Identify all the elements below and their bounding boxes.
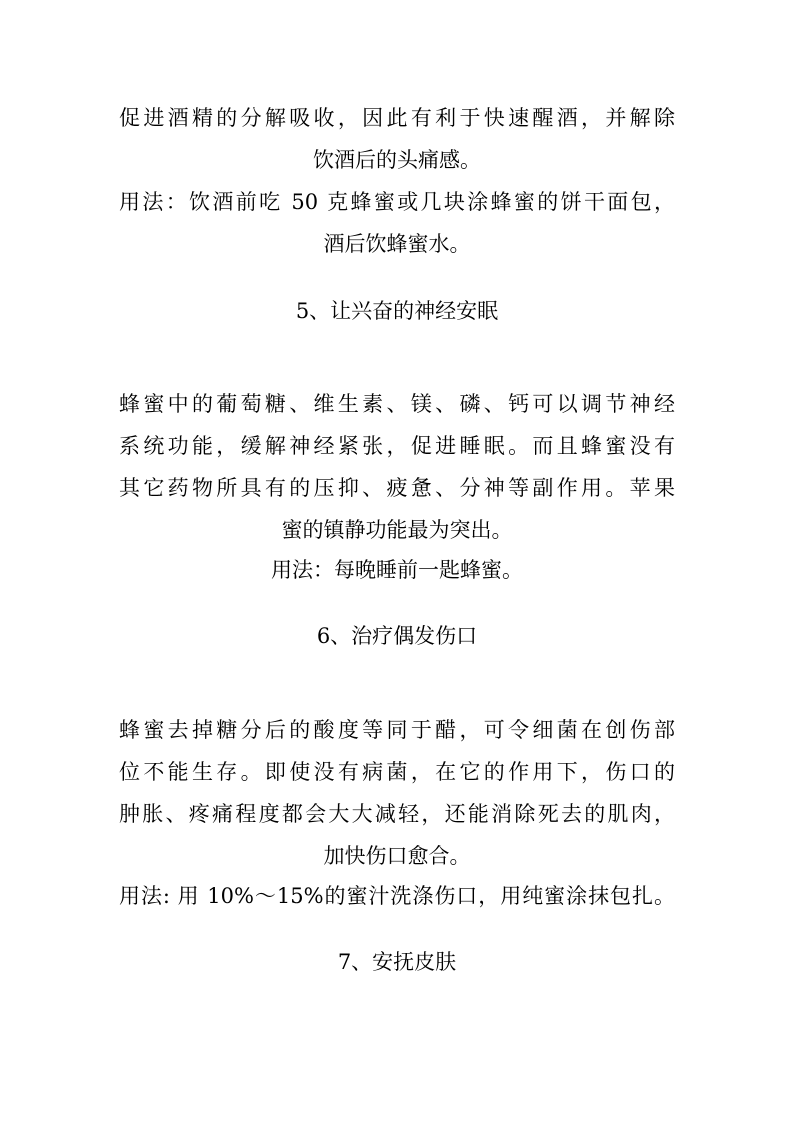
paragraph-line: 蜂蜜去掉糖分后的酸度等同于醋，可令细菌在创伤部 — [119, 718, 675, 742]
usage-line: 酒后饮蜂蜜水。 — [323, 232, 471, 256]
paragraph-line: 其它药物所具有的压抑、疲惫、分神等副作用。苹果 — [119, 476, 675, 500]
paragraph-line: 肿胀、疼痛程度都会大大减轻，还能消除死去的肌肉， — [119, 802, 675, 826]
usage-line: 用法: 用 10%～15%的蜜汁洗涤伤口，用纯蜜涂抹包扎。 — [119, 884, 675, 908]
section-heading: 6、治疗偶发伤口 — [316, 624, 478, 648]
section-heading: 5、让兴奋的神经安眠 — [295, 299, 499, 323]
paragraph-line: 促进酒精的分解吸收，因此有利于快速醒酒，并解除 — [119, 106, 675, 130]
usage-line: 用法：每晚睡前一匙蜂蜜。 — [271, 558, 523, 582]
paragraph-line: 蜂蜜中的葡萄糖、维生素、镁、磷、钙可以调节神经 — [119, 392, 675, 416]
paragraph-line: 蜜的镇静功能最为突出。 — [281, 518, 513, 542]
section-heading: 7、安抚皮肤 — [337, 950, 457, 974]
paragraph-line: 位不能生存。即使没有病菌，在它的作用下，伤口的 — [119, 760, 675, 784]
paragraph-line: 饮酒后的头痛感。 — [313, 148, 481, 172]
paragraph-line: 加快伤口愈合。 — [323, 844, 471, 868]
usage-line: 用法：饮酒前吃 50 克蜂蜜或几块涂蜂蜜的饼干面包， — [119, 190, 675, 214]
paragraph-line: 系统功能，缓解神经紧张，促进睡眠。而且蜂蜜没有 — [119, 434, 675, 458]
